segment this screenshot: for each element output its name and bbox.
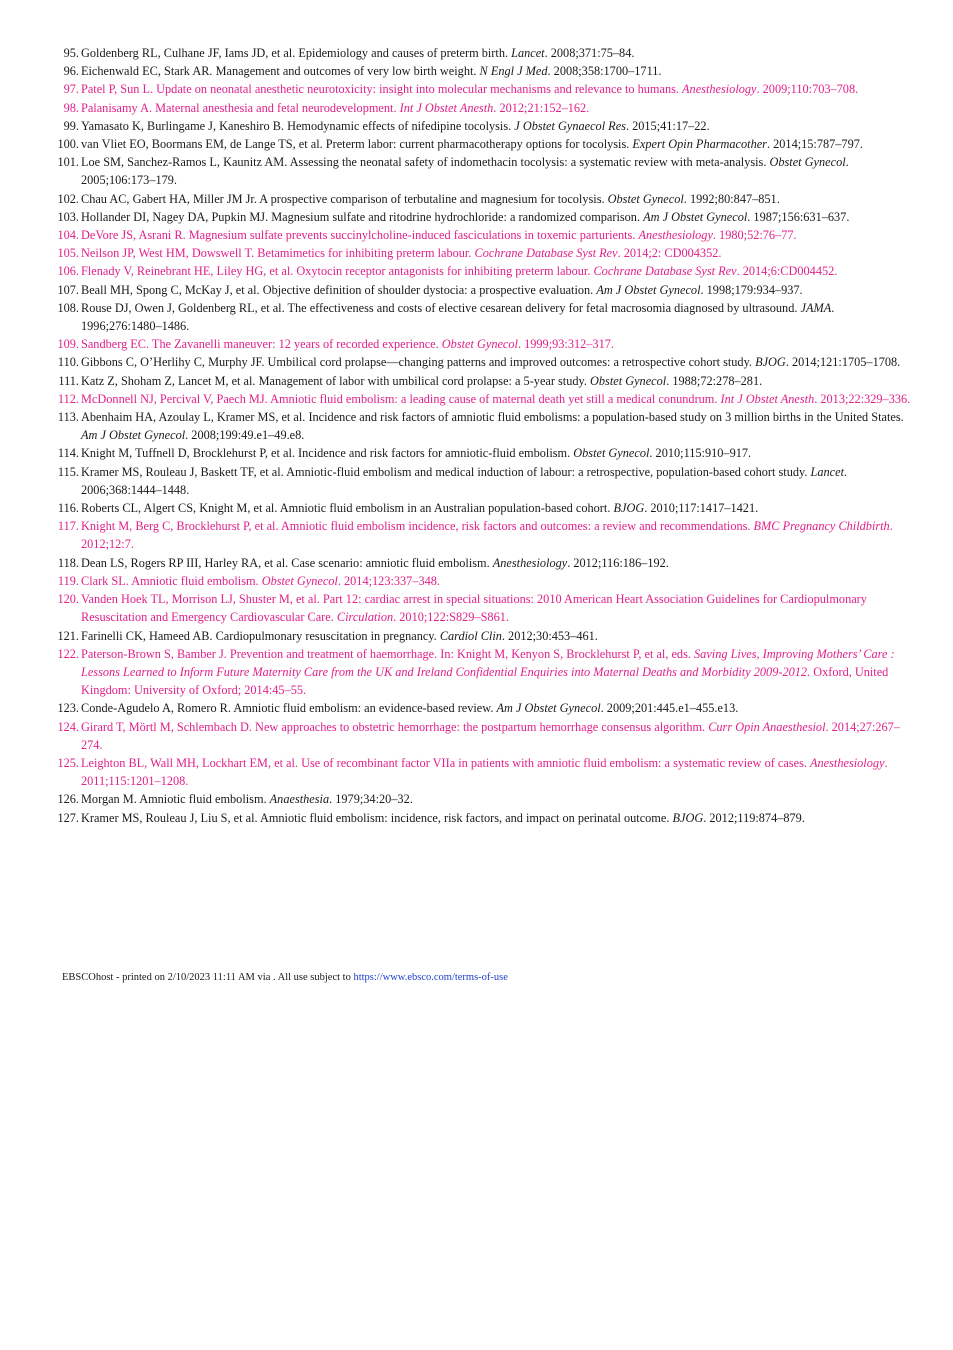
reference-item <box>52 153 912 189</box>
reference-text <box>81 627 912 645</box>
reference-authors-title: Girard T, Mörtl M, Schlembach D. New approaches to obstetric hemorrhage: the postpartum hemorrhage consensus algorithm. <box>81 719 709 734</box>
reference-authors-title: Hollander DI, Nagey DA, Pupkin MJ. Magnesium sulfate and ritodrine hydrochloride: a randomized comparison. <box>81 209 644 224</box>
reference-item <box>52 372 912 390</box>
reference-text <box>81 390 912 408</box>
reference-journal: BJOG <box>672 810 704 825</box>
reference-text <box>81 372 912 390</box>
reference-text <box>81 299 912 335</box>
reference-authors-title: Katz Z, Shoham Z, Lancet M, et al. Management of labor with umbilical cord prolapse: a 5-year study. <box>81 373 591 388</box>
reference-item[interactable] <box>52 226 912 244</box>
reference-citation: . 2012;30:453–461. <box>501 628 598 643</box>
reference-journal: N Engl J Med <box>479 64 548 79</box>
reference-journal: J Obstet Gynaecol Res <box>514 118 626 133</box>
reference-authors-title: Sandberg EC. The Zavanelli maneuver: 12 years of recorded experience. <box>81 337 442 352</box>
reference-citation: . 2014;15:787–797. <box>766 137 863 152</box>
reference-text <box>81 463 912 499</box>
reference-authors-title: Vanden Hoek TL, Morrison LJ, Shuster M, et al. Part 12: cardiac arrest in special situations: 2010 American Heart Association Guidelines for Cardiopulmonary Resuscitation and Emergency Cardiovascular Care. <box>81 592 867 625</box>
reference-authors-title: McDonnell NJ, Percival V, Paech MJ. Amniotic fluid embolism: a leading cause of maternal death yet still a medical conundrum. <box>81 391 721 406</box>
reference-citation: . 2015;41:17–22. <box>625 118 710 133</box>
reference-authors-title: van Vliet EO, Boormans EM, de Lange TS, et al. Preterm labor: current pharmacotherapy options for tocolysis. <box>81 137 633 152</box>
reference-journal: JAMA <box>800 300 832 315</box>
reference-number: 108. <box>57 300 79 315</box>
reference-text <box>81 190 912 208</box>
reference-authors-title: Kramer MS, Rouleau J, Liu S, et al. Amniotic fluid embolism: incidence, risk factors, and impact on perinatal outcome. <box>81 810 673 825</box>
reference-authors-title: Rouse DJ, Owen J, Goldenberg RL, et al. The effectiveness and costs of elective cesarean delivery for fetal macrosomia diagnosed by ultrasound. <box>81 300 801 315</box>
reference-authors-title: Knight M, Berg C, Brocklehurst P, et al. Amniotic fluid embolism incidence, risk factors and outcomes: a review and recommendations. <box>81 519 754 534</box>
reference-journal: Expert Opin Pharmacother <box>632 137 767 152</box>
reference-list <box>52 44 912 827</box>
reference-authors-title: Patel P, Sun L. Update on neonatal anesthetic neurotoxicity: insight into molecular mechanisms and relevance to humans. <box>81 82 683 97</box>
reference-citation: . 2010;115:910–917. <box>649 446 752 461</box>
reference-number: 121. <box>57 628 79 643</box>
reference-text <box>81 208 912 226</box>
reference-citation: . 2012;119:874–879. <box>703 810 805 825</box>
reference-authors-title: Loe SM, Sanchez-Ramos L, Kaunitz AM. Assessing the neonatal safety of indomethacin tocolysis: a systematic review with meta-analysis. <box>81 155 770 170</box>
reference-text <box>81 790 912 808</box>
reference-text <box>81 499 912 517</box>
reference-text <box>81 718 912 754</box>
reference-citation: . 1979;34:20–32. <box>329 792 413 807</box>
reference-journal: Obstet Gynecol <box>607 191 684 206</box>
reference-authors-title: Chau AC, Gabert HA, Miller JM Jr. A prospective comparison of terbutaline and magnesium for tocolysis. <box>81 191 608 206</box>
reference-number: 102. <box>57 191 79 206</box>
reference-authors-title: Kramer MS, Rouleau J, Baskett TF, et al. Amniotic-fluid embolism and medical induction of labour: a retrospective, population-based cohort study. <box>81 464 811 479</box>
reference-text <box>81 754 912 790</box>
reference-authors-title: Paterson-Brown S, Bamber J. Prevention and treatment of haemorrhage. In: Knight M, Kenyon S, Brocklehurst P, et al, eds. <box>81 646 695 661</box>
reference-citation: . 2014;121:1705–1708. <box>785 355 901 370</box>
reference-citation: . 2012;12:7. <box>81 519 893 552</box>
reference-item[interactable] <box>52 99 912 117</box>
reference-journal: Obstet Gynecol <box>590 373 667 388</box>
reference-citation: . 2014;6:CD004452. <box>736 264 838 279</box>
reference-citation: . 2014;27:267–274. <box>81 719 900 752</box>
footer-text: EBSCOhost - printed on 2/10/2023 11:11 AM via . All use subject to <box>62 972 354 983</box>
reference-number: 98. <box>63 100 79 115</box>
reference-authors-title: Conde-Agudelo A, Romero R. Amniotic fluid embolism: an evidence-based review. <box>81 701 497 716</box>
reference-text <box>81 554 912 572</box>
reference-citation: . 2011;115:1201–1208. <box>81 755 888 789</box>
reference-number: 116. <box>57 501 79 516</box>
reference-item <box>52 809 912 827</box>
reference-journal: Obstet Gynecol <box>441 337 518 352</box>
reference-authors-title: Gibbons C, O’Herlihy C, Murphy JF. Umbilical cord prolapse—changing patterns and improved outcomes: a retrospective cohort study. <box>81 355 756 370</box>
reference-item <box>52 281 912 299</box>
reference-citation: . 2009;110:703–708. <box>756 82 859 97</box>
reference-authors-title: Eichenwald EC, Stark AR. Management and outcomes of very low birth weight. <box>81 64 480 79</box>
reference-number: 96. <box>63 64 79 79</box>
reference-citation: . 1988;72:278–281. <box>666 373 763 388</box>
reference-journal: Am J Obstet Gynecol <box>81 428 186 443</box>
reference-number: 125. <box>57 755 79 770</box>
reference-item <box>52 117 912 135</box>
reference-journal: Cardiol Clin <box>439 628 502 643</box>
reference-journal: BMC Pregnancy Childbirth <box>753 519 890 534</box>
reference-citation: . 2012;116:186–192. <box>567 555 669 570</box>
reference-authors-title: Morgan M. Amniotic fluid embolism. <box>81 792 270 807</box>
reference-journal: BJOG <box>755 355 786 370</box>
reference-item <box>52 627 912 645</box>
reference-item <box>52 353 912 371</box>
reference-item[interactable] <box>52 244 912 262</box>
reference-authors-title: Goldenberg RL, Culhane JF, Iams JD, et al. Epidemiology and causes of preterm birth. <box>81 46 512 60</box>
reference-number: 105. <box>57 246 79 261</box>
reference-citation: . 2013;22:329–336. <box>814 391 911 406</box>
reference-number: 104. <box>57 228 79 243</box>
reference-number: 113. <box>57 410 79 425</box>
reference-citation: . Oxford, United Kingdom: University of Oxford; 2014:45–55. <box>81 664 889 698</box>
reference-number: 123. <box>57 701 79 716</box>
reference-journal: Curr Opin Anaesthesiol <box>708 719 826 734</box>
reference-text <box>81 408 912 444</box>
reference-text <box>81 80 912 98</box>
reference-number: 115. <box>57 464 79 479</box>
reference-authors-title: Dean LS, Rogers RP III, Harley RA, et al. Case scenario: amniotic fluid embolism. <box>81 555 493 570</box>
reference-text <box>81 572 912 590</box>
reference-item[interactable] <box>52 80 912 98</box>
reference-authors-title: Clark SL. Amniotic fluid embolism. <box>81 573 262 588</box>
reference-text <box>81 699 912 717</box>
reference-text <box>81 44 912 62</box>
reference-journal: Obstet Gynecol <box>261 573 338 588</box>
reference-item[interactable] <box>52 590 912 626</box>
reference-number: 112. <box>57 391 79 406</box>
reference-text <box>81 262 912 280</box>
reference-journal: Lancet <box>810 464 844 479</box>
reference-number: 101. <box>57 155 79 170</box>
reference-authors-title: Farinelli CK, Hameed AB. Cardiopulmonary resuscitation in pregnancy. <box>81 628 440 643</box>
reference-item <box>52 135 912 153</box>
reference-citation: . 2008;371:75–84. <box>544 46 635 60</box>
reference-citation: . 2008;358:1700–1711. <box>547 64 662 79</box>
reference-item <box>52 790 912 808</box>
reference-number: 109. <box>57 337 79 352</box>
reference-item <box>52 299 912 335</box>
reference-authors-title: Yamasato K, Burlingame J, Kaneshiro B. Hemodynamic effects of nifedipine tocolysis. <box>81 118 515 133</box>
reference-authors-title: Abenhaim HA, Azoulay L, Kramer MS, et al. Incidence and risk factors of amniotic fluid embolisms: a population-based study on 3 million births in the United States. <box>81 410 904 425</box>
reference-authors-title: Palanisamy A. Maternal anesthesia and fetal neurodevelopment. <box>81 100 400 115</box>
reference-number: 127. <box>57 810 79 825</box>
reference-item <box>52 208 912 226</box>
reference-text <box>81 444 912 462</box>
reference-item <box>52 554 912 572</box>
reference-text <box>81 590 912 626</box>
reference-text <box>81 517 912 553</box>
reference-authors-title: Knight M, Tuffnell D, Brocklehurst P, et al. Incidence and risk factors for amniotic-fluid embolism. <box>81 446 574 461</box>
reference-text <box>81 645 912 700</box>
page-footer <box>62 972 508 983</box>
reference-number: 100. <box>57 137 79 152</box>
reference-citation: . 2010;122:S829–S861. <box>393 610 509 625</box>
reference-item[interactable] <box>52 262 912 280</box>
reference-text <box>81 117 912 135</box>
reference-journal: Lancet <box>511 46 545 60</box>
reference-number: 114. <box>57 446 79 461</box>
reference-item[interactable] <box>52 718 912 754</box>
reference-citation: . 1987;156:631–637. <box>747 209 850 224</box>
reference-journal: Anesthesiology <box>682 82 757 97</box>
reference-item <box>52 499 912 517</box>
reference-item <box>52 190 912 208</box>
reference-number: 107. <box>57 282 79 297</box>
reference-authors-title: Beall MH, Spong C, McKay J, et al. Objective definition of shoulder dystocia: a prospective evaluation. <box>81 282 597 297</box>
reference-citation: . 2005;106:173–179. <box>81 155 849 188</box>
reference-item[interactable] <box>52 335 912 353</box>
reference-journal: Obstet Gynecol <box>769 155 846 170</box>
reference-citation: . 2014;123:337–348. <box>337 573 440 588</box>
reference-citation: . 1996;276:1480–1486. <box>81 300 835 334</box>
reference-number: 126. <box>57 792 79 807</box>
reference-journal: BJOG <box>613 501 645 516</box>
reference-number: 95. <box>63 46 79 60</box>
reference-journal: Anesthesiology <box>638 228 713 243</box>
reference-number: 120. <box>57 592 79 607</box>
reference-number: 124. <box>57 719 79 734</box>
reference-journal: Int J Obstet Anesth <box>399 100 494 115</box>
reference-citation: . 2008;199:49.e1–49.e8. <box>185 428 305 443</box>
reference-text <box>81 62 912 80</box>
reference-journal: Am J Obstet Gynecol <box>643 209 748 224</box>
reference-text <box>81 353 912 371</box>
reference-citation: . 2006;368:1444–1448. <box>81 464 848 497</box>
reference-number: 99. <box>63 118 79 133</box>
reference-number: 122. <box>57 646 79 661</box>
reference-journal: Am J Obstet Gynecol <box>596 282 701 297</box>
reference-number: 119. <box>57 573 79 588</box>
reference-number: 110. <box>57 355 79 370</box>
reference-journal: Int J Obstet Anesth <box>720 391 815 406</box>
reference-item[interactable] <box>52 754 912 790</box>
reference-text <box>81 809 912 827</box>
reference-item <box>52 408 912 444</box>
reference-authors-title: Flenady V, Reinebrant HE, Liley HG, et al. Oxytocin receptor antagonists for inhibiting preterm labour. <box>81 264 594 279</box>
reference-item <box>52 62 912 80</box>
reference-text <box>81 335 912 353</box>
reference-journal: Cochrane Database Syst Rev <box>593 264 737 279</box>
reference-number: 106. <box>57 264 79 279</box>
reference-citation: . 2012;21:152–162. <box>493 100 590 115</box>
reference-citation: . 1980;52:76–77. <box>712 228 797 243</box>
reference-authors-title: Neilson JP, West HM, Dowswell T. Betamimetics for inhibiting preterm labour. <box>81 246 475 261</box>
reference-item[interactable] <box>52 390 912 408</box>
reference-authors-title: Roberts CL, Algert CS, Knight M, et al. Amniotic fluid embolism in an Australian population-based cohort. <box>81 501 614 516</box>
reference-text <box>81 99 912 117</box>
reference-journal: Anesthesiology <box>810 755 885 770</box>
reference-citation: . 1992;80:847–851. <box>683 191 780 206</box>
reference-citation: . 1999;93:312–317. <box>517 337 614 352</box>
reference-number: 103. <box>57 209 79 224</box>
reference-journal: Circulation <box>336 610 394 625</box>
reference-journal: Am J Obstet Gynecol <box>496 701 601 716</box>
reference-journal: Obstet Gynecol <box>573 446 650 461</box>
reference-text <box>81 153 912 189</box>
reference-item <box>52 444 912 462</box>
terms-link[interactable]: https://www.ebsco.com/terms-of-use <box>353 972 508 983</box>
reference-text <box>81 135 912 153</box>
reference-journal: Saving Lives, Improving Mothers’ Care : Lessons Learned to Inform Future Maternity Care from the UK and Ireland Confidential Enquiries into Maternal Deaths and Morbidity 2009-2012 <box>81 646 895 679</box>
reference-item[interactable] <box>52 572 912 590</box>
reference-citation: . 2009;201:445.e1–455.e13. <box>600 701 739 716</box>
reference-number: 117. <box>57 519 79 534</box>
reference-text <box>81 281 912 299</box>
reference-text <box>81 226 912 244</box>
reference-citation: . 2014;2: CD004352. <box>617 246 722 261</box>
reference-citation: . 2010;117:1417–1421. <box>644 501 759 516</box>
reference-journal: Anaesthesia <box>269 792 330 807</box>
reference-authors-title: Leighton BL, Wall MH, Lockhart EM, et al. Use of recombinant factor VIIa in patients with amniotic fluid embolism: a systematic review of cases. <box>81 755 811 770</box>
reference-journal: Cochrane Database Syst Rev <box>474 246 618 261</box>
reference-item[interactable] <box>52 645 912 700</box>
reference-number: 97. <box>63 82 79 97</box>
reference-item <box>52 699 912 717</box>
reference-item <box>52 44 912 62</box>
reference-item <box>52 463 912 499</box>
reference-citation: . 1998;179:934–937. <box>700 282 803 297</box>
reference-item[interactable] <box>52 517 912 553</box>
reference-number: 118. <box>57 555 79 570</box>
reference-number: 111. <box>58 373 79 388</box>
reference-text <box>81 244 912 262</box>
reference-journal: Anesthesiology <box>492 555 568 570</box>
reference-authors-title: DeVore JS, Asrani R. Magnesium sulfate prevents succinylcholine-induced fasciculations in toxemic parturients. <box>81 228 639 243</box>
